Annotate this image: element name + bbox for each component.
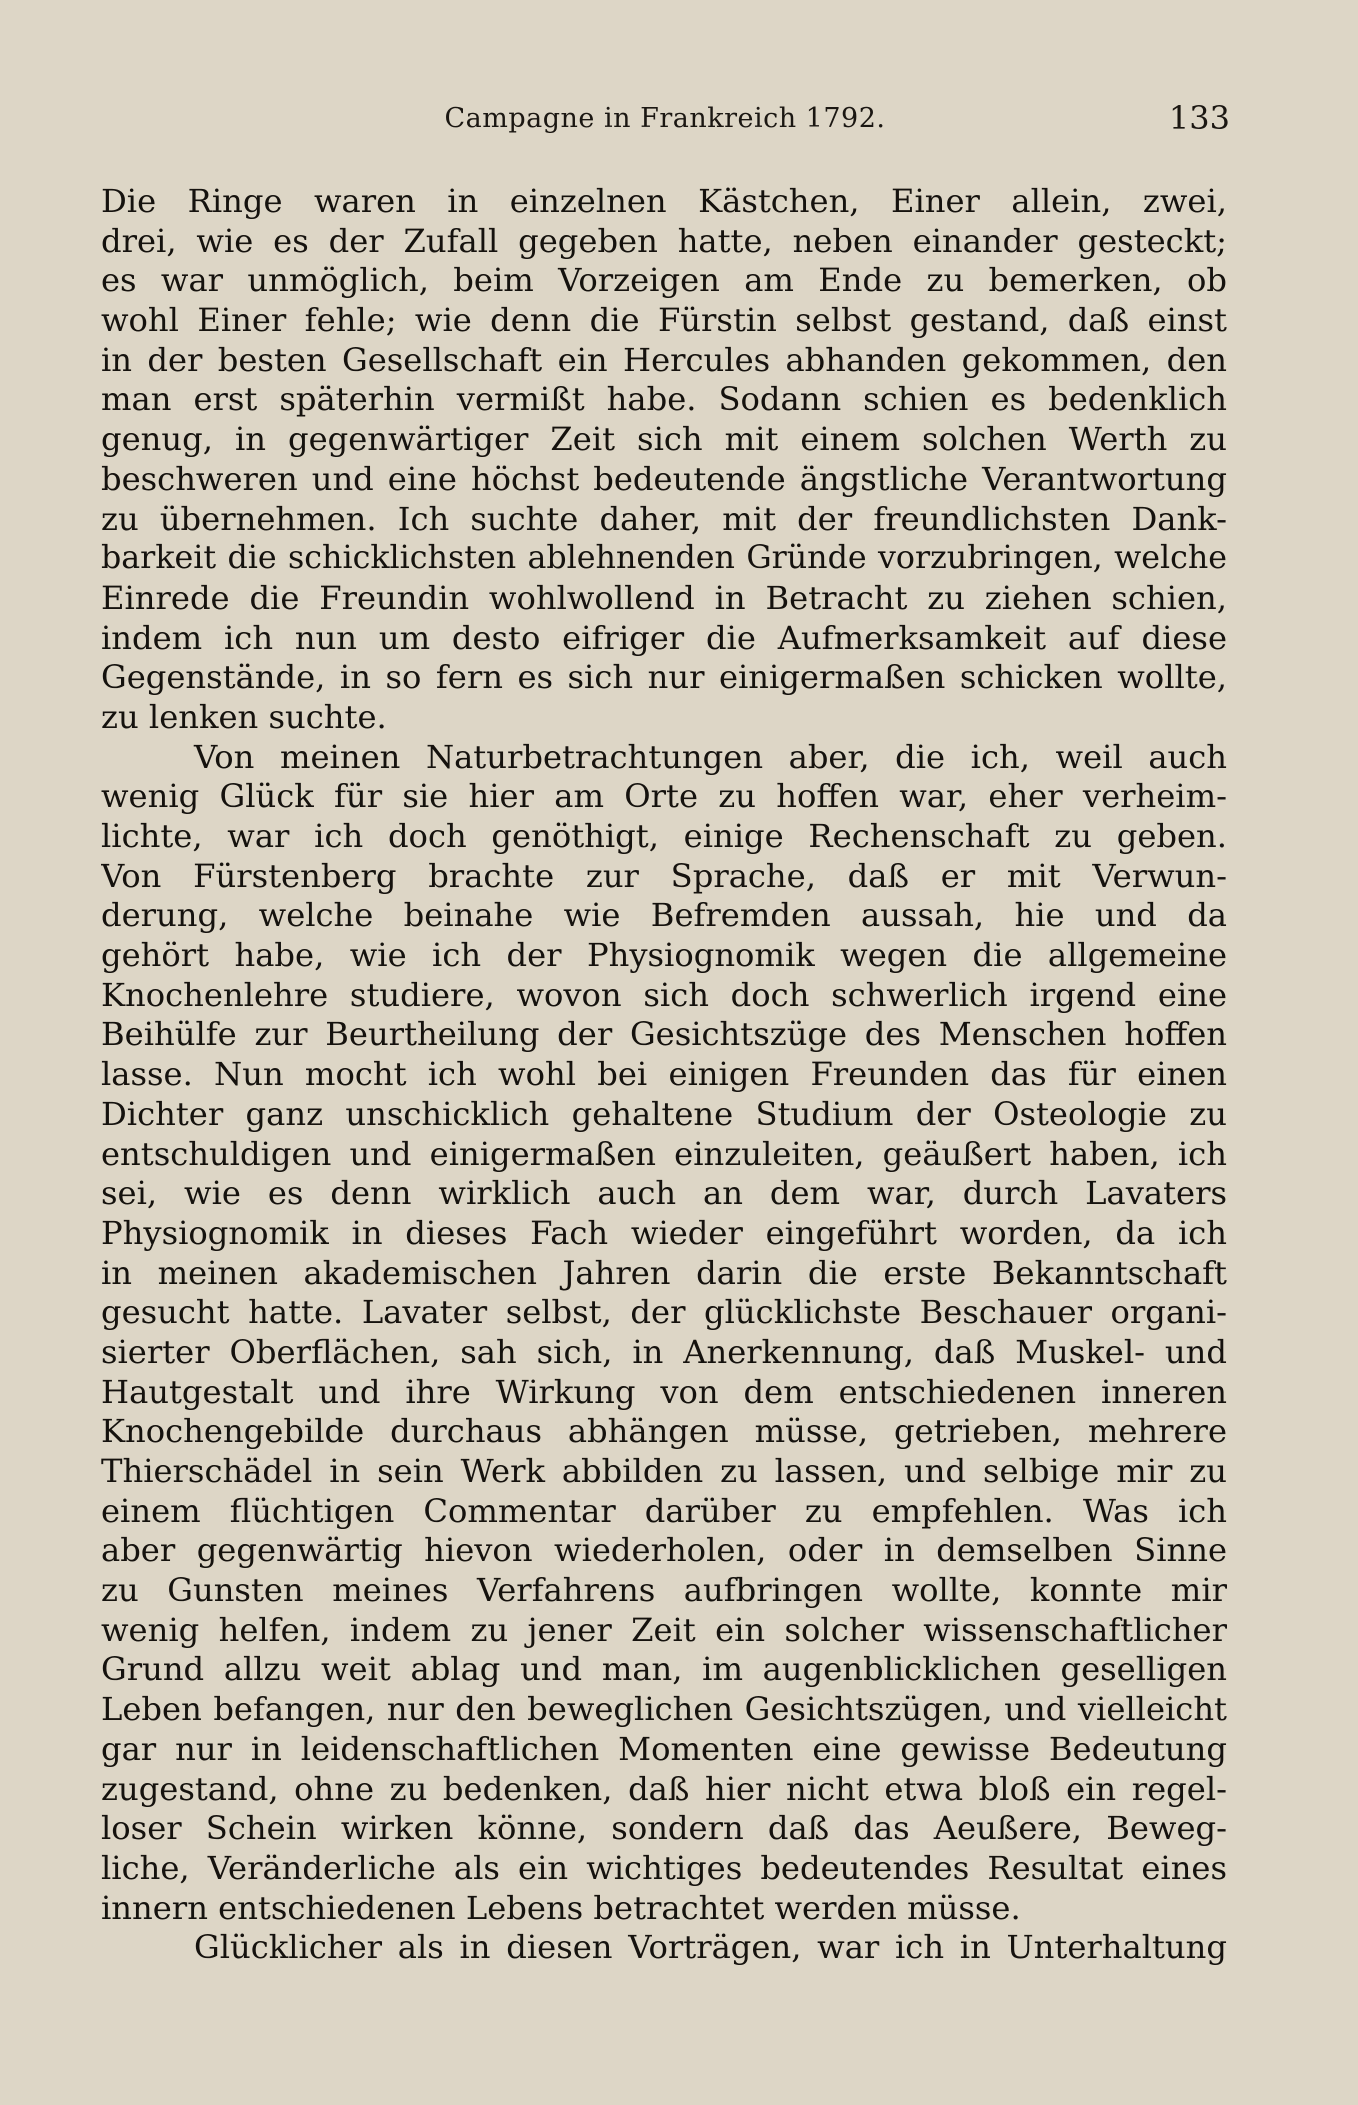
text-line: Von Fürstenberg brachte zur Sprache, daß er mit Verwun- <box>101 856 1227 895</box>
text-line: loser Schein wirken könne, sondern daß das Aeußere, Beweg- <box>101 1809 1227 1848</box>
text-line: derung, welche beinahe wie Befremden aussah, hie und da <box>101 896 1227 935</box>
text-line: Von meinen Naturbetrachtungen aber, die ich, weil auch <box>194 737 1227 776</box>
text-line: liche, Veränderliche als ein wichtiges bedeutendes Resultat eines <box>101 1848 1227 1887</box>
text-line: Beihülfe zur Beurtheilung der Gesichtszüge des Menschen hoffen <box>101 1015 1227 1054</box>
text-line: sierter Oberflächen, sah sich, in Anerkennung, daß Muskel- und <box>101 1332 1227 1371</box>
text-line: wenig Glück für sie hier am Orte zu hoffen war, eher verheim- <box>101 777 1227 816</box>
text-line: Gegenstände, in so fern es sich nur einigermaßen schicken wollte, <box>101 658 1227 697</box>
text-line: Dichter ganz unschicklich gehaltene Studium der Osteologie zu <box>101 1094 1227 1133</box>
text-line: drei, wie es der Zufall gegeben hatte, neben einander gesteckt; <box>101 221 1227 260</box>
text-line: entschuldigen und einigermaßen einzuleiten, geäußert haben, ich <box>101 1134 1227 1173</box>
text-line: beschweren und eine höchst bedeutende ängstliche Verantwortung <box>101 459 1227 498</box>
text-line: Die Ringe waren in einzelnen Kästchen, Einer allein, zwei, <box>101 182 1227 220</box>
running-title: Campagne in Frankreich 1792. <box>444 103 886 134</box>
text-line: zugestand, ohne zu bedenken, daß hier nicht etwa bloß ein regel- <box>101 1769 1227 1808</box>
text-line: Leben befangen, nur den beweglichen Gesichtszügen, und vielleicht <box>101 1690 1227 1729</box>
text-line: wohl Einer fehle; wie denn die Fürstin selbst gestand, daß einst <box>101 301 1227 340</box>
text-line: innern entschiedenen Lebens betrachtet werden müsse. <box>101 1888 1021 1927</box>
text-line: einem flüchtigen Commentar darüber zu empfehlen. Was ich <box>101 1491 1227 1530</box>
text-line: Thierschädel in sein Werk abbilden zu lassen, und selbige mir zu <box>101 1452 1227 1490</box>
text-line: genug, in gegenwärtiger Zeit sich mit einem solchen Werth zu <box>101 420 1227 459</box>
text-line: aber gegenwärtig hievon wiederholen, oder in demselben Sinne <box>101 1531 1227 1570</box>
text-line: gehört habe, wie ich der Physiognomik wegen die allgemeine <box>101 936 1227 975</box>
text-line: gar nur in leidenschaftlichen Momenten eine gewisse Bedeutung <box>101 1729 1227 1768</box>
text-line: in der besten Gesellschaft ein Hercules abhanden gekommen, den <box>101 340 1227 379</box>
text-line: indem ich nun um desto eifriger die Aufmerksamkeit auf diese <box>101 618 1227 657</box>
text-line: sei, wie es denn wirklich auch an dem war, durch Lavaters <box>101 1174 1227 1213</box>
text-line: es war unmöglich, beim Vorzeigen am Ende zu bemerken, ob <box>101 261 1227 300</box>
text-line: Hautgestalt und ihre Wirkung von dem entschiedenen inneren <box>101 1372 1227 1411</box>
text-line: zu lenken suchte. <box>101 697 387 736</box>
text-line: Grund allzu weit ablag und man, im augenblicklichen geselligen <box>101 1650 1227 1689</box>
page-header <box>100 99 1230 143</box>
text-line: man erst späterhin vermißt habe. Sodann schien es bedenklich <box>101 380 1227 419</box>
page-number: 133 <box>1168 99 1230 137</box>
text-line: in meinen akademischen Jahren darin die erste Bekanntschaft <box>101 1253 1227 1292</box>
text-line: lichte, war ich doch genöthigt, einige Rechenschaft zu geben. <box>101 817 1227 855</box>
text-line: gesucht hatte. Lavater selbst, der glücklichste Beschauer organi- <box>101 1293 1227 1332</box>
text-line: barkeit die schicklichsten ablehnenden Gründe vorzubringen, welche <box>101 540 1227 577</box>
text-line: lasse. Nun mocht ich wohl bei einigen Freunden das für einen <box>101 1055 1227 1094</box>
body-text <box>101 182 1227 1968</box>
text-line: zu Gunsten meines Verfahrens aufbringen wollte, konnte mir <box>101 1571 1227 1610</box>
text-line: Glücklicher als in diesen Vorträgen, war ich in Unterhaltung <box>194 1928 1227 1967</box>
text-line: Physiognomik in dieses Fach wieder eingeführt worden, da ich <box>101 1213 1227 1252</box>
text-line: Knochenlehre studiere, wovon sich doch schwerlich irgend eine <box>101 975 1227 1014</box>
text-line: zu übernehmen. Ich suchte daher, mit der freundlichsten Dank- <box>101 499 1227 538</box>
text-line: Einrede die Freundin wohlwollend in Betracht zu ziehen schien, <box>101 578 1227 617</box>
text-line: Knochengebilde durchaus abhängen müsse, getrieben, mehrere <box>101 1412 1227 1451</box>
text-line: wenig helfen, indem zu jener Zeit ein solcher wissenschaftlicher <box>101 1610 1227 1649</box>
